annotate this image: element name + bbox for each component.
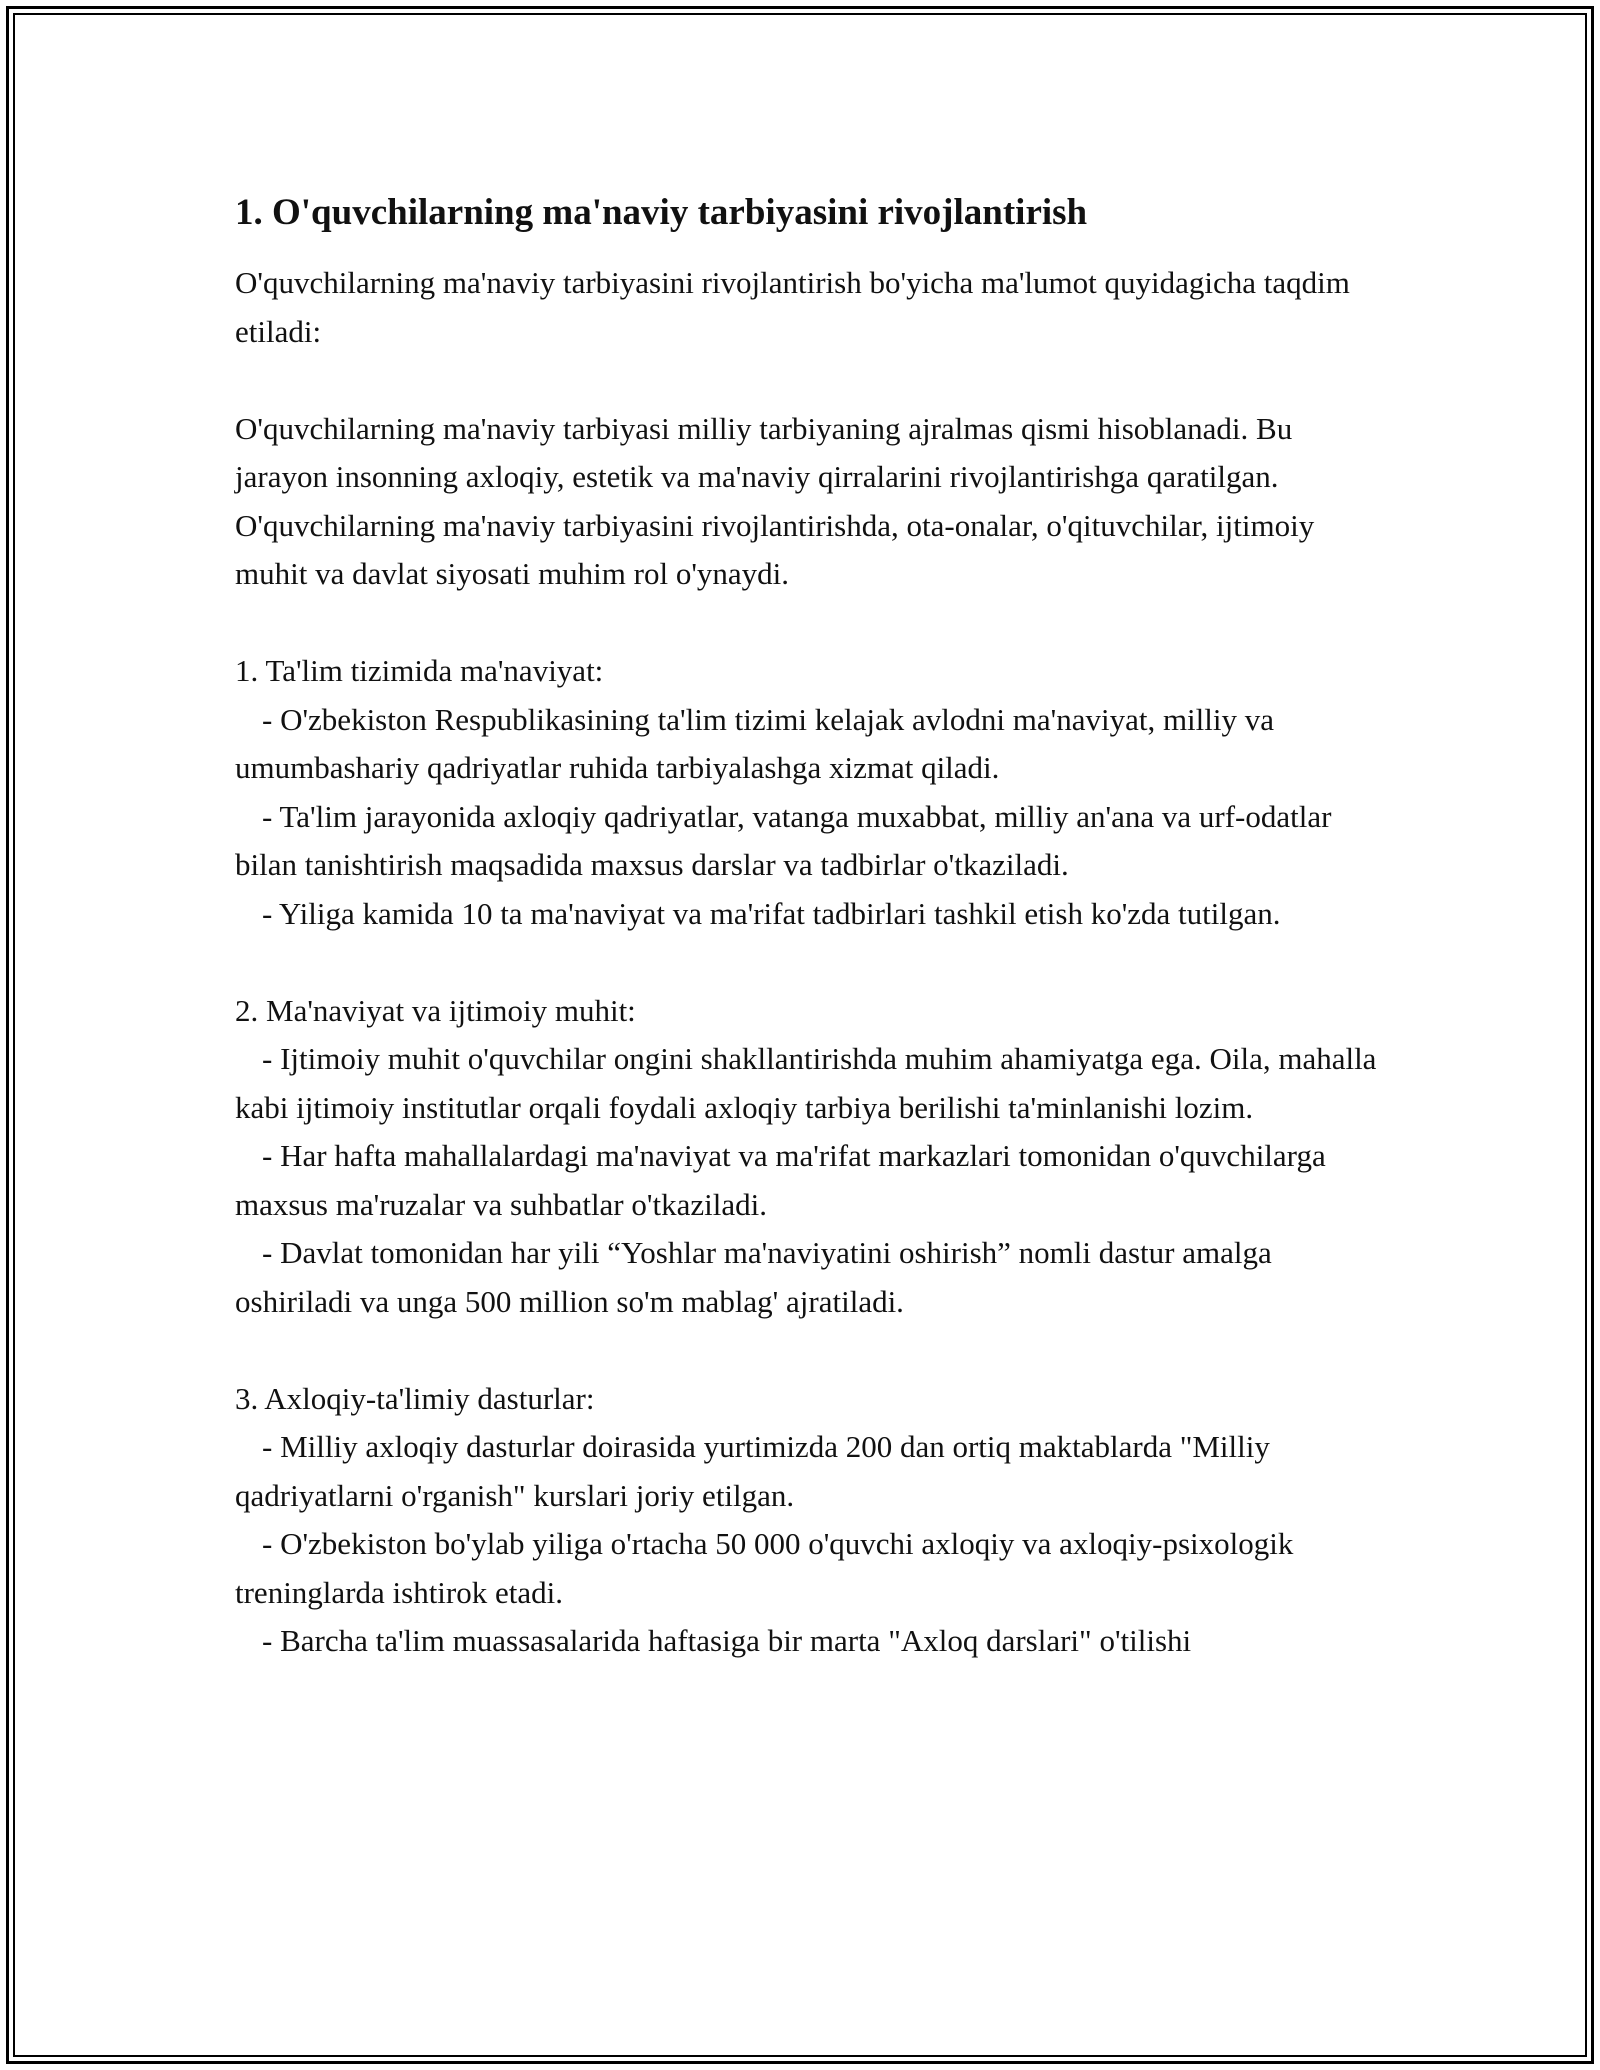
bullet-text: - Ta'lim jarayonida axloqiy qadriyatlar, vatanga muxabbat, milliy an'ana va urf-odatlar bilan tanishtirish maqsadida maxsus darslar va tadbirlar o'tkaziladi. xyxy=(235,798,1332,882)
bullet-text: - Yiliga kamida 10 ta ma'naviyat va ma'rifat tadbirlari tashkil etish ko'zda tutilgan. xyxy=(262,895,1281,931)
bullet-item xyxy=(235,793,1385,890)
bullet-text: - Barcha ta'lim muassasalarida haftasiga bir marta "Axloq darslari" o'tilishi xyxy=(262,1623,1192,1658)
section-heading: 1. Ta'lim tizimida ma'naviyat: xyxy=(235,653,604,688)
bullet-item xyxy=(235,1520,1385,1617)
spacer xyxy=(235,1326,1385,1375)
intro-paragraph: O'quvchilarning ma'naviy tarbiyasini rivojlantirish bo'yicha ma'lumot quyidagicha taqdim etiladi: xyxy=(235,265,1350,349)
bullet-text: - Har hafta mahallalardagi ma'naviyat va ma'rifat markazlari tomonidan o'quvchilarga maxsus ma'ruzalar va suhbatlar o'tkaziladi. xyxy=(235,1138,1326,1222)
bullet-item xyxy=(235,890,1385,939)
section-2 xyxy=(235,987,1385,1327)
bullet-item xyxy=(235,1423,1385,1520)
section-3 xyxy=(235,1375,1385,1666)
bullet-item xyxy=(235,1617,1385,1666)
main-paragraph: O'quvchilarning ma'naviy tarbiyasi milliy tarbiyaning ajralmas qismi hisoblanadi. Bu jarayon insonning axloqiy, estetik va ma'naviy qirralarini rivojlantirishga qaratilgan. O'quvchilarning ma'naviy tarbiyasini rivojlantirishda, ota-onalar, o'qituvchilar, ijtimoiy muhit va davlat siyosati muhim rol o'ynaydi. xyxy=(235,410,1315,591)
spacer xyxy=(235,599,1385,648)
bullet-text: - Ijtimoiy muhit o'quvchilar ongini shakllantirishda muhim ahamiyatga ega. Oila, mahalla kabi ijtimoiy institutlar orqali foydali axloqiy tarbiya berilishi ta'minlanishi lozim. xyxy=(235,1041,1377,1125)
section-heading: 2. Ma'naviyat va ijtimoiy muhit: xyxy=(235,992,636,1028)
bullet-text: - O'zbekiston bo'ylab yiliga o'rtacha 50 000 o'quvchi axloqiy va axloqiy-psixologik treninglarda ishtirok etadi. xyxy=(235,1526,1294,1610)
document-title: 1. O'quvchilarning ma'naviy tarbiyasini rivojlantirish xyxy=(235,192,1088,233)
document-body xyxy=(235,180,1385,1666)
bullet-item xyxy=(235,1132,1385,1229)
section-heading: 3. Axloqiy-ta'limiy dasturlar: xyxy=(235,1380,595,1416)
section-1 xyxy=(235,647,1385,938)
bullet-text: - Davlat tomonidan har yili “Yoshlar ma'naviyatini oshirish” nomli dastur amalga oshiriladi va unga 500 million so'm mablag' ajratiladi. xyxy=(235,1235,1272,1319)
spacer xyxy=(235,356,1385,405)
bullet-text: - O'zbekiston Respublikasining ta'lim tizimi kelajak avlodni ma'naviyat, milliy va umumbashariy qadriyatlar ruhida tarbiyalashga xizmat qiladi. xyxy=(235,701,1275,785)
bullet-item xyxy=(235,1229,1385,1326)
bullet-item xyxy=(235,696,1385,793)
spacer xyxy=(235,938,1385,987)
bullet-item xyxy=(235,1035,1385,1132)
bullet-text: - Milliy axloqiy dasturlar doirasida yurtimizda 200 dan ortiq maktablarda "Milliy qadriyatlarni o'rganish" kurslari joriy etilgan. xyxy=(235,1429,1270,1513)
